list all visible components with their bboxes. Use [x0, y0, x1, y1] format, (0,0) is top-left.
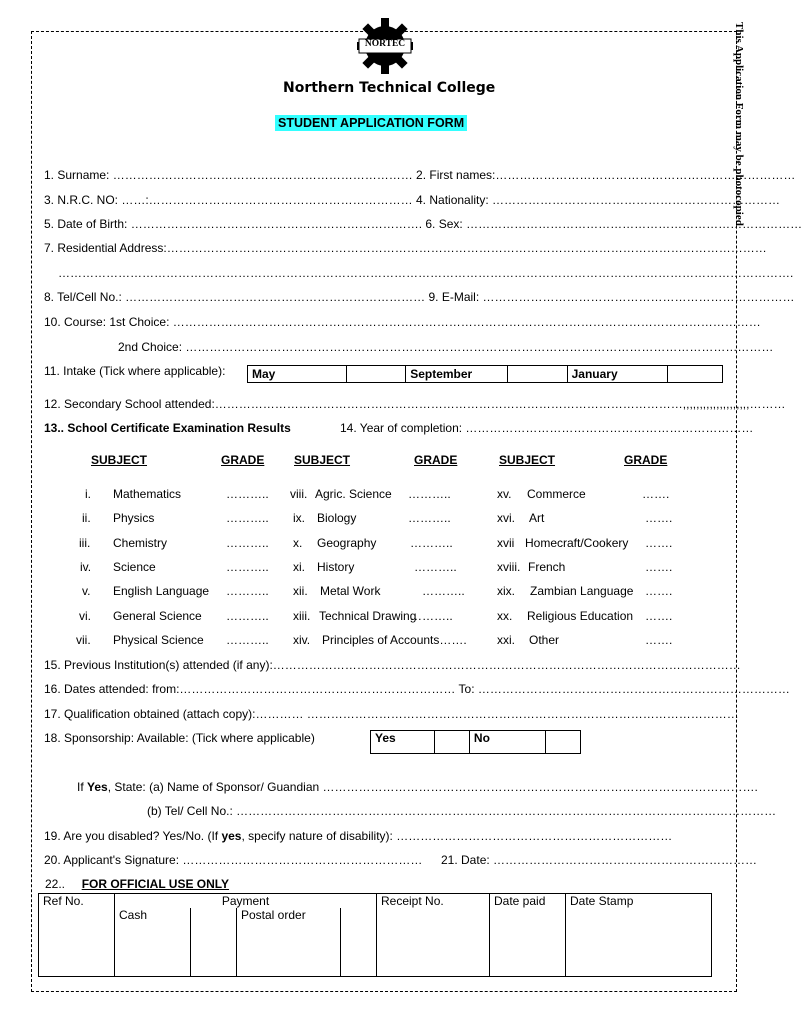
field-address-line2: …………………………………………………………………………………………………………………………………………………………………. [58, 266, 794, 280]
field-sponsor-name: If Yes, State: (a) Name of Sponsor/ Guandian ………………………………………………………………………………………………. [77, 780, 758, 794]
field-year-completion: 14. Year of completion: ……………………………………………………………… [340, 421, 754, 435]
subject-name: Zambian Language [530, 584, 634, 598]
subject-num: xxi. [497, 633, 515, 647]
subject-name: Art [529, 511, 545, 525]
receipt-cell [377, 894, 490, 977]
grade-header-1: GRADE [221, 453, 265, 467]
field-dates-attended: 16. Dates attended: from:…………………………………………………………… To: …………………………………………………………………… [44, 682, 790, 696]
subject-name: Religious Education [527, 609, 634, 623]
subject-num: xvi. [497, 511, 515, 525]
subject-num: xiii. [293, 609, 311, 623]
intake-september-tick[interactable] [507, 366, 567, 383]
grade-header-2: GRADE [414, 453, 458, 467]
official-use-heading: 22.. FOR OFFICIAL USE ONLY [45, 877, 230, 891]
grade-dots: ……….. [226, 511, 269, 525]
subject-name: Agric. Science [315, 487, 392, 501]
postal-value-cell [341, 908, 377, 976]
field-surname-firstnames: 1. Surname: ………………………………………………………………… 2. First names:………………………………………………………………… [44, 168, 796, 182]
subject-num: xvii [497, 536, 515, 550]
subject-name: French [528, 560, 566, 574]
grade-dots: ……….. [408, 487, 451, 501]
intake-january-tick[interactable] [668, 366, 723, 383]
field-course-first: 10. Course: 1st Choice: ………………………………………………………………………………………………………………………………… [44, 315, 761, 329]
intake-may: May [248, 366, 347, 383]
intake-table [247, 365, 723, 383]
field-nrc-nationality: 3. N.R.C. NO: ……:………………………………………………………… 4. Nationality: ……………………………………………………………… [44, 193, 781, 207]
sponsor-yes: Yes [371, 731, 435, 754]
field-exam-results: 13.. School Certificate Examination Results [44, 421, 291, 435]
date-paid-label: Date paid [494, 894, 546, 908]
subject-name: Technical Drawing [319, 609, 417, 623]
grade-dots: ……. [645, 609, 673, 623]
intake-september: September [406, 366, 508, 383]
grade-dots: ……….. [414, 560, 457, 574]
subject-name: Physics [113, 511, 155, 525]
field-secondary-school: 12. Secondary School attended:………………………………………………………………………………………………………,,,,,,,,,,,,,,,,,,,,……… [44, 397, 786, 411]
subject-name: Principles of Accounts……. [322, 633, 467, 647]
postal-label: Postal order [241, 908, 306, 923]
nortec-logo [355, 16, 415, 76]
college-name: Northern Technical College [283, 80, 496, 96]
subject-num: xx. [497, 609, 513, 623]
grade-dots: ……. [645, 633, 673, 647]
subject-name: English Language [113, 584, 210, 598]
cash-label: Cash [119, 908, 148, 923]
grade-dots: ……….. [410, 609, 453, 623]
field-course-second: 2nd Choice: ………………………………………………………………………………………………………………………………… [118, 340, 774, 354]
sponsorship-table [370, 730, 581, 754]
subject-header-2: SUBJECT [294, 453, 351, 467]
grade-dots: ……. [645, 560, 673, 574]
grade-dots: ……….. [226, 536, 269, 550]
date-stamp-cell [566, 894, 712, 977]
subject-name: Other [529, 633, 560, 647]
subject-name: General Science [113, 609, 202, 623]
field-signature: 20. Applicant's Signature: …………………………………………………… [44, 853, 423, 867]
subject-num: ix. [293, 511, 305, 525]
subject-num: vii. [76, 633, 91, 647]
subject-name: Physical Science [113, 633, 204, 647]
subject-num: xiv. [293, 633, 311, 647]
subject-num: viii. [290, 487, 308, 501]
subject-num: iv. [80, 560, 92, 574]
subject-name: Biology [317, 511, 357, 525]
grade-dots: ……….. [226, 584, 269, 598]
official-use-table [38, 893, 712, 977]
form-title: STUDENT APPLICATION FORM [275, 115, 467, 131]
cash-cell [115, 908, 191, 976]
field-qualification: 17. Qualification obtained (attach copy):………… ……………………………………………………………………………………………… [44, 707, 739, 721]
subject-name: Metal Work [320, 584, 381, 598]
receipt-label: Receipt No. [381, 894, 444, 908]
subject-num: xv. [497, 487, 512, 501]
subject-num: xi. [293, 560, 305, 574]
subject-name: Homecraft/Cookery [525, 536, 629, 550]
grade-dots: ……….. [408, 511, 451, 525]
grade-dots: ……….. [226, 609, 269, 623]
intake-may-tick[interactable] [346, 366, 406, 383]
field-disabled: 19. Are you disabled? Yes/No. (If yes, specify nature of disability): …………………………………………………………… [44, 829, 673, 843]
grade-dots: ……. [645, 536, 673, 550]
ref-no-label: Ref No. [43, 894, 84, 908]
sponsor-no: No [469, 731, 545, 754]
grade-dots: ……….. [226, 633, 269, 647]
field-previous-institution: 15. Previous Institution(s) attended (if any):……………………………………………………………………………………………………… [44, 658, 741, 672]
sponsor-no-tick[interactable] [545, 731, 580, 754]
grade-header-3: GRADE [624, 453, 668, 467]
subject-num: ii. [82, 511, 91, 525]
subject-num: xii. [293, 584, 308, 598]
grade-dots: ……. [645, 511, 673, 525]
subject-name: History [317, 560, 355, 574]
subject-name: Mathematics [113, 487, 182, 501]
grade-dots: ……….. [410, 536, 453, 550]
subject-num: v. [82, 584, 91, 598]
field-intake: 11. Intake (Tick where applicable): [44, 364, 226, 378]
subject-num: xviii. [497, 560, 521, 574]
subject-num: iii. [79, 536, 91, 550]
intake-january: January [567, 366, 668, 383]
field-sponsor-tel: (b) Tel/ Cell No.: ……………………………………………………………………………………………………………………… [147, 804, 777, 818]
subject-num: i. [85, 487, 91, 501]
cash-value-cell [191, 908, 237, 976]
subject-name: Geography [317, 536, 377, 550]
subject-name: Science [113, 560, 156, 574]
grade-dots: ……….. [226, 560, 269, 574]
grade-dots: ……. [645, 584, 673, 598]
grade-dots: ……….. [226, 487, 269, 501]
grade-dots: ……….. [422, 584, 465, 598]
payment-label: Payment [115, 894, 377, 909]
subject-num: vi. [79, 609, 91, 623]
subject-header-3: SUBJECT [499, 453, 556, 467]
sponsor-yes-tick[interactable] [434, 731, 469, 754]
date-stamp-label: Date Stamp [570, 894, 634, 908]
ref-no-cell [39, 894, 115, 977]
subject-name: Commerce [527, 487, 586, 501]
grade-dots: ……. [642, 487, 670, 501]
field-date: 21. Date: ………………………………………………………… [441, 853, 758, 867]
subject-num: xix. [497, 584, 515, 598]
field-sponsorship: 18. Sponsorship: Available: (Tick where applicable) [44, 731, 315, 745]
subject-name: Chemistry [113, 536, 168, 550]
subject-num: x. [293, 536, 303, 550]
field-dob-sex: 5. Date of Birth: ………………………………………………………………. 6. Sex: ………………………………………………………………………… [44, 217, 802, 231]
field-address: 7. Residential Address:…………………………………………………………………………………………………………………………………… [44, 241, 767, 255]
date-paid-cell [490, 894, 566, 977]
field-tel-email: 8. Tel/Cell No.: ………………………………………………………………… 9. E-Mail: …………………………………………………………………… [44, 290, 795, 304]
postal-cell [237, 908, 341, 976]
logo-text: NORTEC [364, 39, 406, 49]
side-note: This Application Form may be photocopied [733, 22, 745, 226]
subject-header-1: SUBJECT [91, 453, 148, 467]
